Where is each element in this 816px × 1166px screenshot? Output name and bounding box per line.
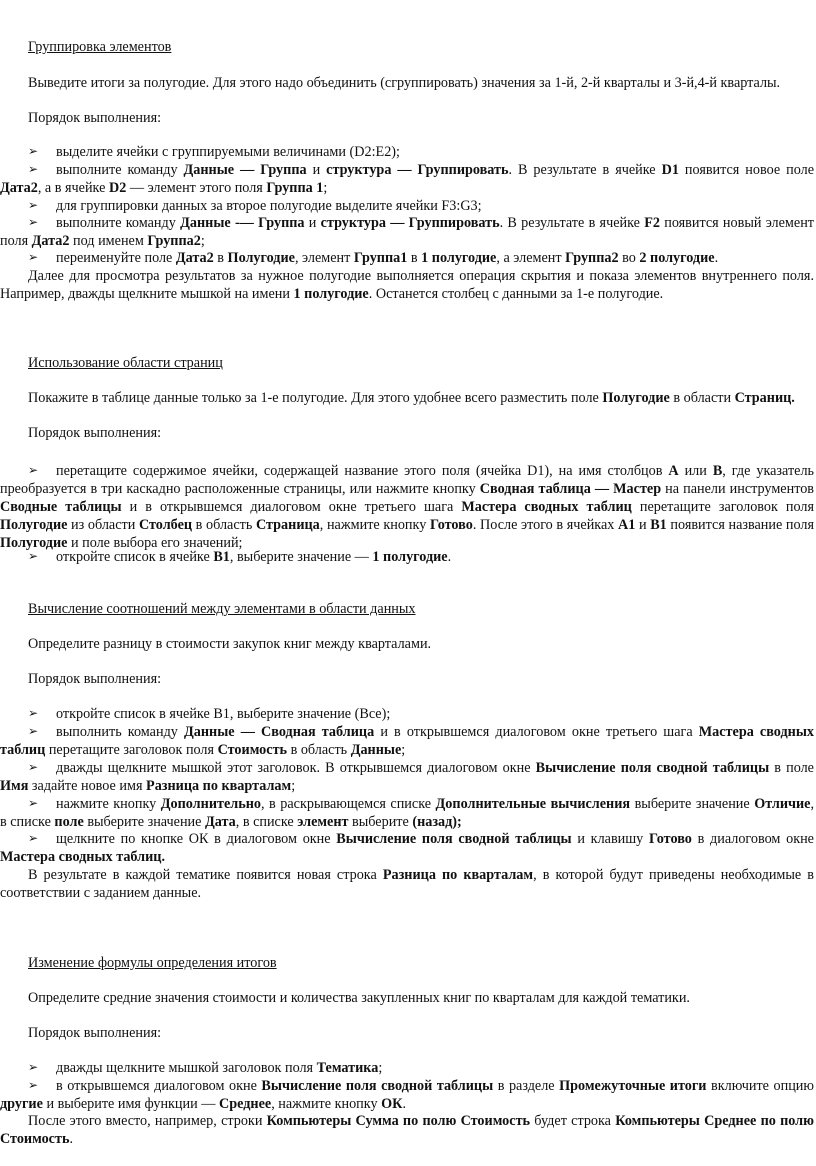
paragraph: После этого вместо, например, строки Компьютеры Сумма по полю Стоимость будет строка Компьютеры Среднее по полю Стоимость. [0, 1113, 814, 1147]
list-item-text: для группировки данных за второе полугодие выделите ячейки F3:G3; [56, 198, 482, 214]
list-item [0, 795, 814, 831]
arrowhead-bullet-icon: ➢ [28, 1060, 39, 1074]
list-item [0, 1077, 814, 1113]
list-item-text: перетащите содержимое ячейки, содержащей название этого поля (ячейка D1), на имя столбцов А или В, где указатель преобразуется в три каскадно расположенные страницы, или нажмите кнопку Сводная таблица — Мастер на панели инструментов Сводные таблицы и в открывшемся диалоговом окне третьего шага Мастера сводных таблиц перетащите заголовок поля Полугодие из области Столбец в область Страница, нажмите кнопку Готово. После этого в ячейках А1 и В1 появится название поля Полугодие и поле выбора его значений; [0, 463, 815, 551]
list-item-text: выполните команду Данные -— Группа и структура — Группировать. В результате в ячейке F2 появится новый элемент поля Дата2 под именем Группа2; [0, 215, 814, 249]
list-item [0, 197, 814, 215]
paragraph: Далее для просмотра результатов за нужное полугодие выполняется операция скрытия и показа элементов внутреннего поля. Например, дважды щелкните мышкой на имени 1 полугодие. Останется столбец с данными за 1-е полугодие. [0, 268, 814, 302]
arrowhead-bullet-icon: ➢ [28, 215, 39, 229]
arrowhead-bullet-icon: ➢ [28, 198, 39, 212]
section-heading: Вычисление соотношений между элементами в области данных [28, 601, 416, 617]
arrowhead-bullet-icon: ➢ [28, 162, 39, 176]
list-item [0, 161, 814, 197]
arrowhead-bullet-icon: ➢ [28, 1078, 39, 1092]
task-text: Определите разницу в стоимости закупок книг между кварталами. [28, 636, 432, 652]
list-item [0, 705, 814, 723]
section-heading: Группировка элементов [28, 39, 172, 55]
arrowhead-bullet-icon: ➢ [28, 796, 39, 810]
order-label: Порядок выполнения: [28, 671, 162, 687]
list-item [0, 214, 814, 250]
list-item [0, 462, 814, 552]
list-item-text: откройте список в ячейке В1, выберите значение (Все); [56, 706, 391, 722]
section-heading: Использование области страниц [28, 355, 223, 371]
list-item [0, 1059, 814, 1077]
list-item-text: выполнить команду Данные — Сводная таблица и в открывшемся диалоговом окне третьего шага Мастера сводных таблиц перетащите заголовок поля Стоимость в область Данные; [0, 724, 814, 758]
list-item-text: дважды щелкните мышкой этот заголовок. В открывшемся диалоговом окне Вычисление поля сводной таблицы в поле Имя задайте новое имя Разница по кварталам; [0, 760, 814, 794]
list-item [0, 723, 814, 759]
list-item-text: переименуйте поле Дата2 в Полугодие, элемент Группа1 в 1 полугодие, а элемент Группа2 во 2 полугодие. [56, 250, 719, 266]
list-item-text: щелкните по кнопке ОК в диалоговом окне Вычисление поля сводной таблицы и клавишу Готово в диалоговом окне Мастера сводных таблиц. [0, 831, 814, 865]
arrowhead-bullet-icon: ➢ [28, 831, 39, 845]
arrowhead-bullet-icon: ➢ [28, 706, 39, 720]
task-text: Покажите в таблице данные только за 1-е полугодие. Для этого удобнее всего разместить поле Полугодие в области Страниц. [28, 390, 795, 406]
list-item-text: в открывшемся диалоговом окне Вычисление поля сводной таблицы в разделе Промежуточные итоги включите опцию другие и выберите имя функции — Среднее, нажмите кнопку ОК. [0, 1078, 814, 1112]
list-item [0, 830, 814, 866]
list-item-text: дважды щелкните мышкой заголовок поля Тематика; [56, 1060, 383, 1076]
arrowhead-bullet-icon: ➢ [28, 463, 39, 477]
list-item [0, 548, 814, 566]
list-item-text: откройте список в ячейке В1, выберите значение — 1 полугодие. [56, 549, 452, 565]
task-text: Определите средние значения стоимости и количества закупленных книг по кварталам для каждой тематики. [28, 990, 690, 1006]
order-label: Порядок выполнения: [28, 1025, 162, 1041]
arrowhead-bullet-icon: ➢ [28, 549, 39, 563]
arrowhead-bullet-icon: ➢ [28, 144, 39, 158]
order-label: Порядок выполнения: [28, 110, 162, 126]
list-item-text: выполните команду Данные — Группа и структура — Группировать. В результате в ячейке D1 появится новое поле Дата2, а в ячейке D2 — элемент этого поля Группа 1; [0, 162, 815, 196]
arrowhead-bullet-icon: ➢ [28, 250, 39, 264]
list-item [0, 249, 814, 267]
list-item [0, 759, 814, 795]
list-item-text: нажмите кнопку Дополнительно, в раскрывающемся списке Дополнительные вычисления выберите значение Отличие, в списке поле выберите значение Дата, в списке элемент выберите (назад); [0, 796, 815, 830]
paragraph: В результате в каждой тематике появится новая строка Разница по кварталам, в которой будут приведены необходимые в соответствии с заданием данные. [0, 867, 814, 901]
arrowhead-bullet-icon: ➢ [28, 760, 39, 774]
list-item-text: выделите ячейки с группируемыми величинами (D2:E2); [56, 144, 400, 160]
order-label: Порядок выполнения: [28, 425, 162, 441]
task-text: Выведите итоги за полугодие. Для этого надо объединить (сгруппировать) значения за 1-й, 2-й кварталы и 3-й,4-й кварталы. [28, 75, 781, 91]
section-heading: Изменение формулы определения итогов [28, 955, 277, 971]
arrowhead-bullet-icon: ➢ [28, 724, 39, 738]
list-item [0, 143, 814, 161]
